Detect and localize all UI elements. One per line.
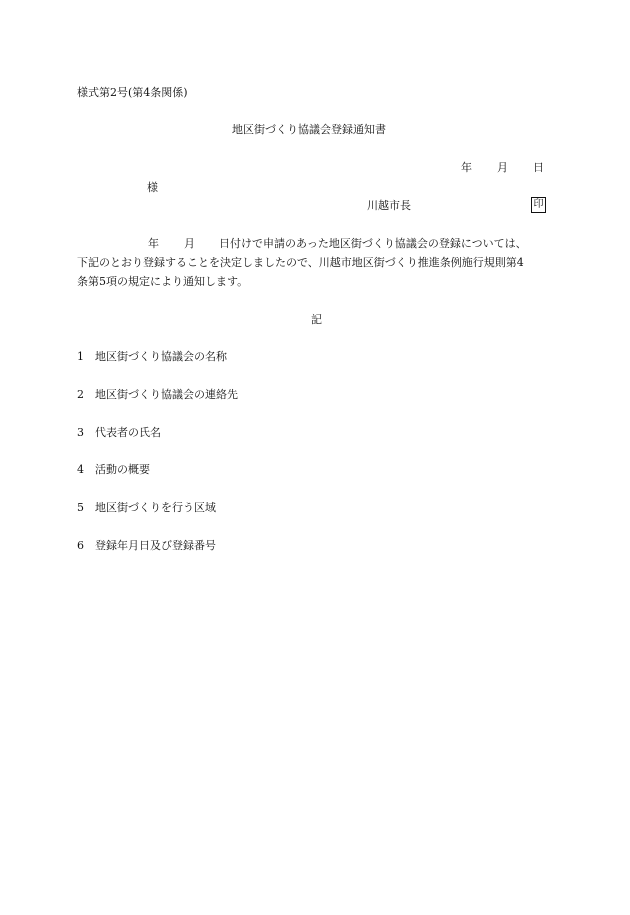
list-item: 地区街づくり協議会の連絡先 xyxy=(95,388,238,401)
form-number: 様式第2号(第4条関係) xyxy=(77,86,188,99)
list-item: 代表者の氏名 xyxy=(95,426,161,439)
body-year-label: 年 xyxy=(148,237,159,250)
list-item: 地区街づくりを行う区域 xyxy=(95,501,216,514)
list-item-number: 5 xyxy=(77,501,84,514)
body-text-line-3: 条第5項の規定により通知します。 xyxy=(77,275,249,288)
list-item: 地区街づくり協議会の名称 xyxy=(95,350,227,363)
ki-heading: 記 xyxy=(311,313,322,326)
date-day-label: 日 xyxy=(533,161,544,174)
list-item: 登録年月日及び登録番号 xyxy=(95,539,216,552)
document-title: 地区街づくり協議会登録通知書 xyxy=(232,123,386,136)
list-item-number: 1 xyxy=(77,350,84,363)
list-item-number: 4 xyxy=(77,463,84,476)
body-month-label: 月 xyxy=(184,237,195,250)
body-text-line-1: 日付けで申請のあった地区街づくり協議会の登録については、 xyxy=(219,237,527,250)
list-item: 活動の概要 xyxy=(95,463,150,476)
date-year-label: 年 xyxy=(461,161,472,174)
addressee-suffix: 様 xyxy=(147,181,158,194)
list-item-number: 3 xyxy=(77,426,84,439)
seal-stamp: 印 xyxy=(531,197,546,213)
issuer-name: 川越市長 xyxy=(367,199,411,212)
date-month-label: 月 xyxy=(497,161,508,174)
list-item-number: 6 xyxy=(77,539,84,552)
list-item-number: 2 xyxy=(77,388,84,401)
body-text-line-2: 下記のとおり登録することを決定しましたので、川越市地区街づくり推進条例施行規則第4 xyxy=(77,256,524,269)
